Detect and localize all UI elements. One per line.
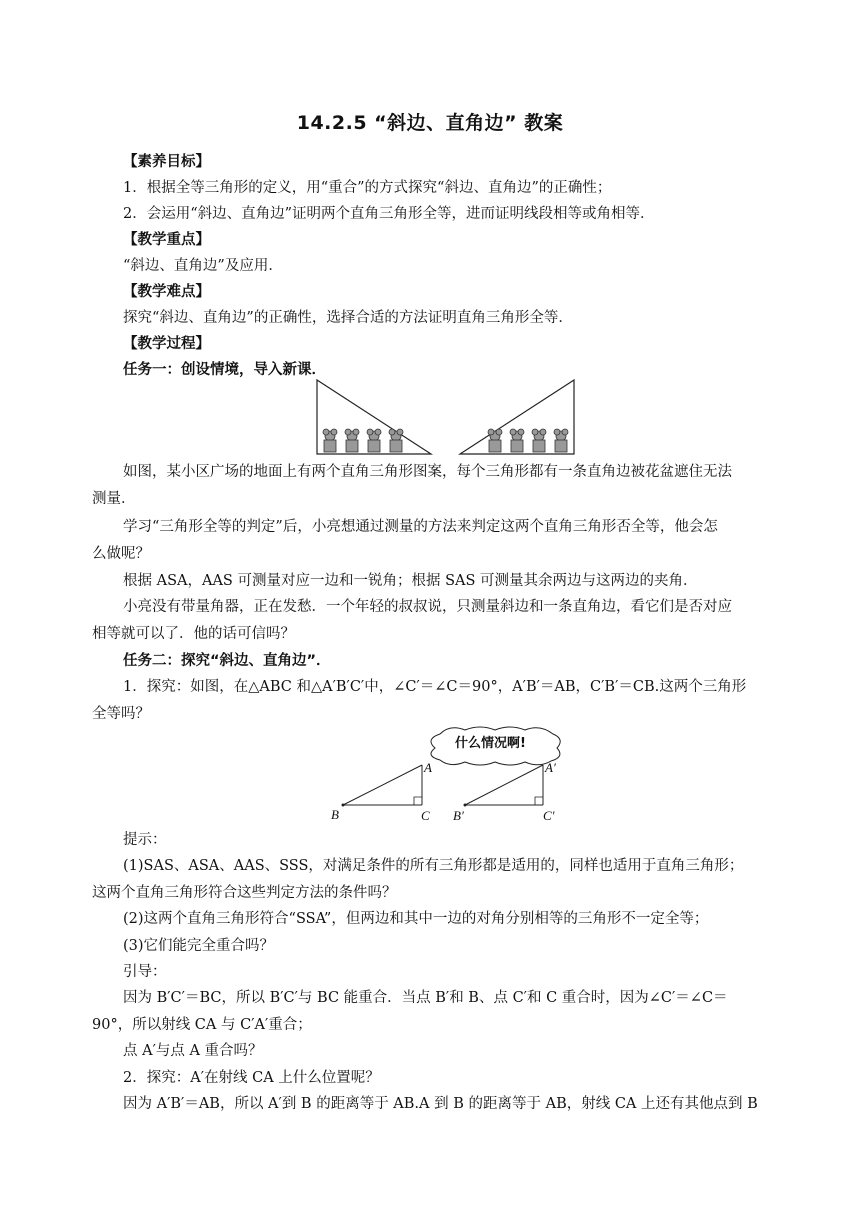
para-1a: 如图，某小区广场的地面上有两个直角三角形图案，每个三角形都有一条直角边被花盆遮住无法: [123, 464, 732, 480]
page-title: 14.2.5 “斜边、直角边” 教案: [296, 112, 564, 134]
guide-2: 点 A′与点 A 重合吗？: [123, 1043, 263, 1059]
guide-label: 引导：: [123, 964, 167, 980]
explore-2: 2．探究：A′在射线 CA 上什么位置呢？: [123, 1070, 380, 1086]
para-4b: 相等就可以了．他的话可信吗？: [92, 626, 295, 642]
bubble-text: 什么情况啊!: [455, 736, 526, 751]
key-header: 【教学重点】: [123, 232, 210, 248]
task1-heading: 任务一：创设情境，导入新课．: [123, 362, 326, 378]
label-A-prime: A′: [545, 760, 556, 775]
right-triangles-figure: [325, 724, 575, 824]
guide-1a: 因为 B′C′＝BC，所以 B′C′与 BC 能重合．当点 B′和 B、点 C′和 C 重合时，因为∠C′＝∠C＝: [123, 990, 728, 1006]
explore-3: 因为 A′B′＝AB，所以 A′到 B 的距离等于 AB.A 到 B 的距离等于 AB，射线 CA 上还有其他点到 B: [123, 1096, 758, 1112]
difficulty-text: 探究“斜边、直角边”的正确性，选择合适的方法证明直角三角形全等．: [123, 310, 573, 326]
goals-header: 【素养目标】: [123, 154, 210, 170]
goal-1: 1．根据全等三角形的定义，用“重合”的方式探究“斜边、直角边”的正确性；: [123, 180, 612, 196]
hint-2: (2)这两个直角三角形符合“SSA”，但两边和其中一边的对角分别相等的三角形不一定全等；: [123, 911, 709, 927]
label-C-prime: C′: [543, 808, 555, 823]
label-C: C: [421, 808, 430, 823]
hint-1a: (1)SAS、ASA、AAS、SSS，对满足条件的所有三角形都是适用的，同样也适用于直角三角形；: [123, 858, 744, 874]
goal-2: 2．会运用“斜边、直角边”证明两个直角三角形全等，进而证明线段相等或角相等．: [123, 206, 655, 222]
para-2a: 学习“三角形全等的判定”后，小亮想通过测量的方法来判定这两个直角三角形否全等，他会怎: [123, 519, 718, 535]
para-3: 根据 ASA，AAS 可测量对应一边和一锐角；根据 SAS 可测量其余两边与这两边的夹角．: [123, 573, 698, 589]
label-A: A: [424, 760, 432, 775]
label-B: B: [331, 807, 339, 822]
difficulty-header: 【教学难点】: [123, 284, 210, 300]
hint-3: (3)它们能完全重合吗？: [123, 938, 275, 954]
key-text: “斜边、直角边”及应用．: [123, 258, 283, 274]
triangle-pots-figure: [310, 378, 580, 458]
para-5b: 全等吗？: [92, 706, 150, 722]
guide-1b: 90°，所以射线 CA 与 C′A′重合；: [92, 1017, 312, 1033]
para-5a: 1．探究：如图，在△ABC 和△A′B′C′中，∠C′＝∠C＝90°，A′B′＝AB，C′B′＝CB.这两个三角形: [123, 679, 747, 695]
hint-1b: 这两个直角三角形符合这些判定方法的条件吗？: [92, 885, 397, 901]
label-B-prime: B′: [453, 808, 464, 823]
para-2b: 么做呢？: [92, 546, 150, 562]
process-header: 【教学过程】: [123, 336, 210, 352]
para-1b: 测量．: [92, 491, 136, 507]
para-4a: 小亮没有带量角器，正在发愁．一个年轻的叔叔说，只测量斜边和一条直角边，看它们是否对应: [123, 599, 732, 615]
hint-label: 提示：: [123, 832, 167, 848]
task2-heading: 任务二：探究“斜边、直角边”．: [123, 653, 331, 669]
flower-pot-icon: [323, 429, 568, 452]
